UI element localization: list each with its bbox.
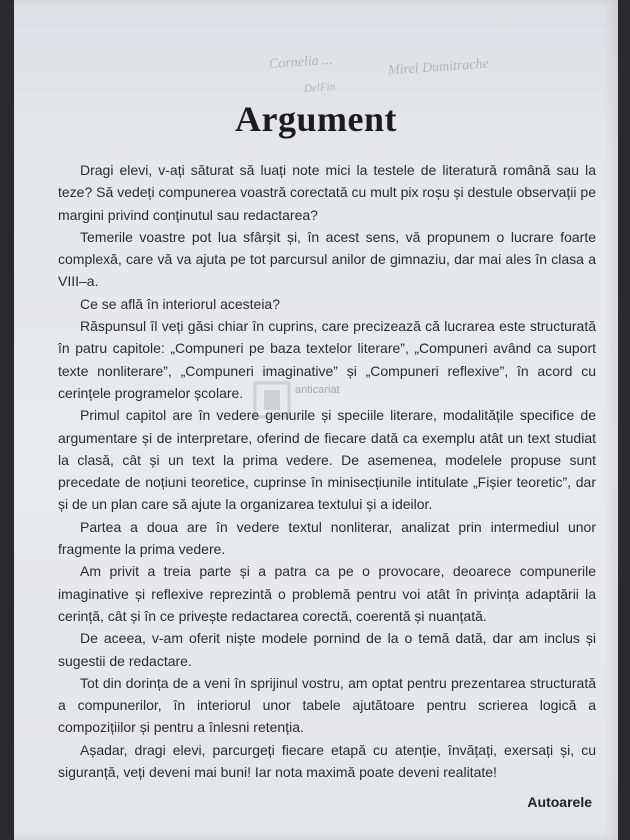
page-title: Argument bbox=[235, 99, 397, 139]
paragraph: Dragi elevi, v-ați săturat să luați note mici la testele de literatură română sau la teze? Să vedeți compunerea voastră corectată cu mult pix roșu și destule observații pe margini privind conținutul sau redactarea? bbox=[58, 162, 596, 223]
signature: Autoarele bbox=[527, 794, 592, 810]
paragraph: Tot din dorința de a veni în sprijinul vostru, am optat pentru prezentarea structurată a compunerilor, în interiorul unor tabele ajutătoare pentru scrierea logică a compozițiilor și pentru a înlesni retenția. bbox=[58, 674, 596, 736]
paragraph: Am privit a treia parte și a patra ca pe o provocare, deoarece compunerile imaginative și reflexive reprezintă o problemă pentru voi atât în privința adaptării la cerință, cât și în ce privește redactarea corectă, coerentă și nuanțată. bbox=[58, 563, 596, 624]
bleed-through-text: Mirel Dumitrache bbox=[387, 56, 490, 79]
bleed-through-text: DelFin bbox=[303, 80, 336, 96]
paragraph: Așadar, dragi elevi, parcurgeți fiecare etapă cu atenție, învățați, exersați și, cu siguranță, veți deveni mai buni! Iar nota maximă poate deveni realitate! bbox=[58, 741, 596, 781]
book-page bbox=[14, 0, 618, 840]
paragraph: Primul capitol are în vedere genurile și speciile literare, modalitățile specifice de argumentare și de interpretare, oferind de fiecare dată ca exemplu atât un text studiat la clasă, cât și un text la prima vedere. De asemenea, modelele propuse sunt precedate de noțiuni teoretice, cuprinse în minisecțiunile intitulate „Fișier teoretic”, dar și de un plan care să ajute la organizarea textului și a ideilor. bbox=[58, 407, 596, 513]
argument-body bbox=[58, 159, 596, 783]
paragraph: Temerile voastre pot lua sfârșit și, în acest sens, vă propunem o lucrare foarte complexă, care vă va ajuta pe tot parcursul anilor de gimnaziu, dar mai ales în clasa a VIII–a. bbox=[58, 228, 596, 290]
watermark-text: anticariat bbox=[295, 384, 340, 396]
paragraph: Partea a doua are în vedere textul nonliterar, analizat prin intermediul unor fragmente la prima vedere. bbox=[58, 518, 596, 558]
bleed-through-text: Cornelia ... bbox=[268, 52, 334, 73]
paragraph: De aceea, v-am oferit niște modele pornind de la o temă dată, dar am inclus și sugestii de redactare. bbox=[58, 630, 596, 669]
paragraph: Răspunsul îl veți găsi chiar în cuprins, care precizează că lucrarea este structurată în patru capitole: „Compuneri pe baza textelor literare”, „Compuneri având ca suport texte nonliterare”, „Compuneri imaginative” și „Compuneri reflexive”, în acord cu cerințele programelor școlare. bbox=[58, 318, 596, 401]
paragraph: Ce se află în interiorul acesteia? bbox=[80, 295, 280, 312]
